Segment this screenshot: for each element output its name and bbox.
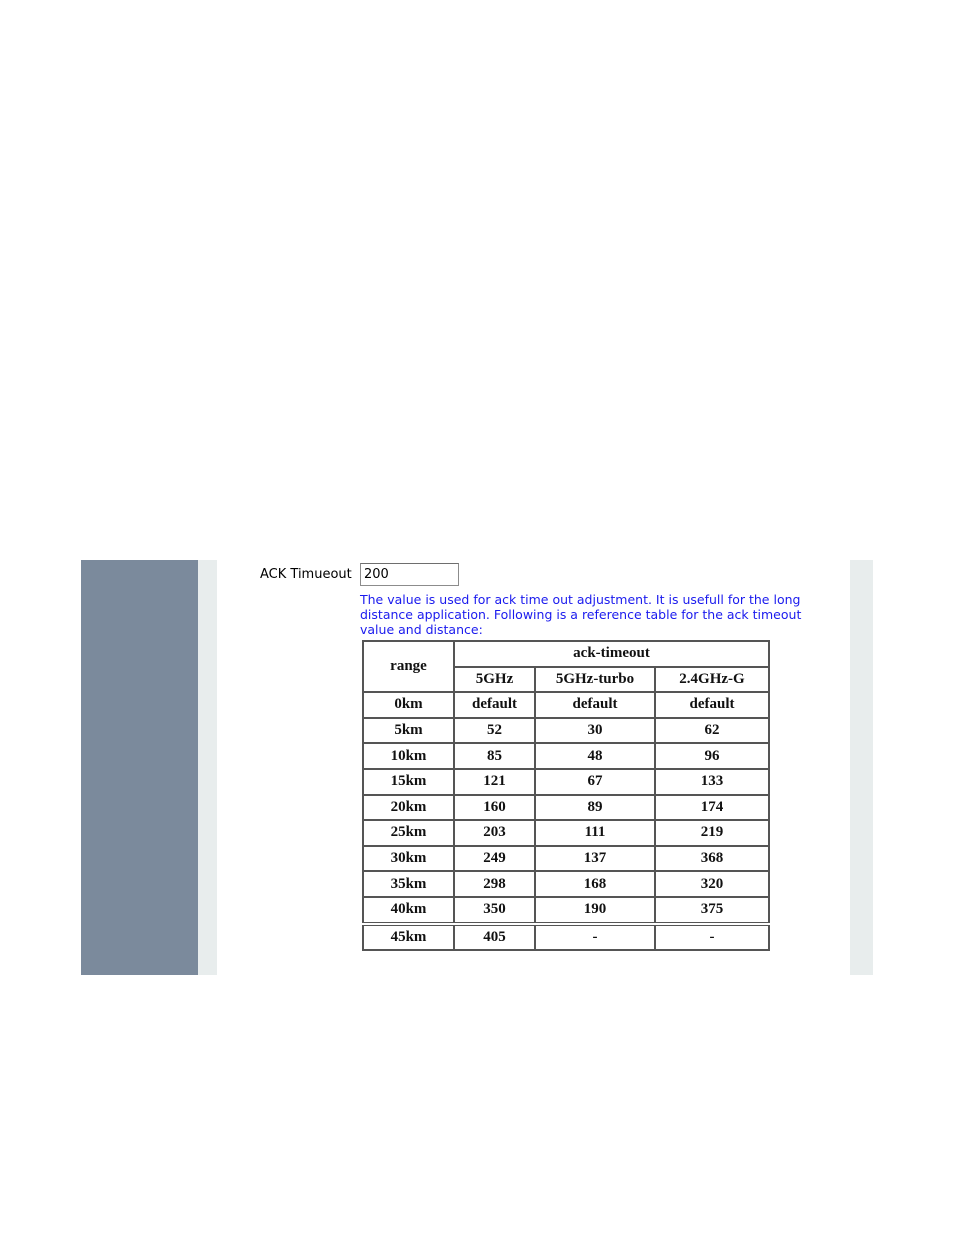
table-row xyxy=(363,871,769,897)
value-cell: 160 xyxy=(454,795,535,821)
value-cell: 298 xyxy=(454,871,535,897)
range-cell: 35km xyxy=(363,871,454,897)
value-cell: 121 xyxy=(454,769,535,795)
value-cell: 168 xyxy=(535,871,655,897)
table-row xyxy=(363,897,769,924)
ack-timeout-help-text: The value is used for ack time out adjustment. It is usefull for the long distance application. Following is a reference table for the ack timeout value and distance: xyxy=(360,592,802,637)
left-gutter xyxy=(198,560,217,975)
ack-timeout-label: ACK Timueout xyxy=(260,567,352,582)
table-row xyxy=(363,743,769,769)
left-sidebar xyxy=(81,560,198,975)
value-cell: - xyxy=(535,924,655,951)
value-cell: 190 xyxy=(535,897,655,924)
value-cell: 249 xyxy=(454,846,535,872)
value-cell: 30 xyxy=(535,718,655,744)
range-cell: 45km xyxy=(363,924,454,951)
value-cell: 375 xyxy=(655,897,769,924)
value-cell: 203 xyxy=(454,820,535,846)
range-cell: 5km xyxy=(363,718,454,744)
table-row xyxy=(363,820,769,846)
value-cell: 96 xyxy=(655,743,769,769)
table-row xyxy=(363,846,769,872)
column-header-2-4ghz-g: 2.4GHz-G xyxy=(655,667,769,693)
value-cell: 350 xyxy=(454,897,535,924)
value-cell: - xyxy=(655,924,769,951)
table-row xyxy=(363,692,769,718)
table-row xyxy=(363,795,769,821)
value-cell: 89 xyxy=(535,795,655,821)
range-cell: 20km xyxy=(363,795,454,821)
value-cell: 111 xyxy=(535,820,655,846)
value-cell: 320 xyxy=(655,871,769,897)
range-cell: 15km xyxy=(363,769,454,795)
range-cell: 40km xyxy=(363,897,454,924)
value-cell: 405 xyxy=(454,924,535,951)
value-cell: 137 xyxy=(535,846,655,872)
value-cell: 219 xyxy=(655,820,769,846)
value-cell: default xyxy=(535,692,655,718)
range-cell: 25km xyxy=(363,820,454,846)
column-header-5ghz: 5GHz xyxy=(454,667,535,693)
value-cell: 52 xyxy=(454,718,535,744)
table-row xyxy=(363,769,769,795)
ack-timeout-reference-table xyxy=(362,640,770,951)
range-cell: 10km xyxy=(363,743,454,769)
value-cell: 62 xyxy=(655,718,769,744)
range-cell: 0km xyxy=(363,692,454,718)
range-header: range xyxy=(363,641,454,692)
table-header-row xyxy=(363,641,769,667)
range-cell: 30km xyxy=(363,846,454,872)
value-cell: 133 xyxy=(655,769,769,795)
value-cell: default xyxy=(655,692,769,718)
right-gutter xyxy=(850,560,873,975)
settings-panel xyxy=(81,560,873,975)
value-cell: default xyxy=(454,692,535,718)
value-cell: 67 xyxy=(535,769,655,795)
value-cell: 85 xyxy=(454,743,535,769)
value-cell: 368 xyxy=(655,846,769,872)
value-cell: 48 xyxy=(535,743,655,769)
ack-timeout-input[interactable] xyxy=(360,563,459,586)
table-row xyxy=(363,718,769,744)
value-cell: 174 xyxy=(655,795,769,821)
ack-timeout-group-header: ack-timeout xyxy=(454,641,769,667)
table-row xyxy=(363,924,769,951)
column-header-5ghz-turbo: 5GHz-turbo xyxy=(535,667,655,693)
